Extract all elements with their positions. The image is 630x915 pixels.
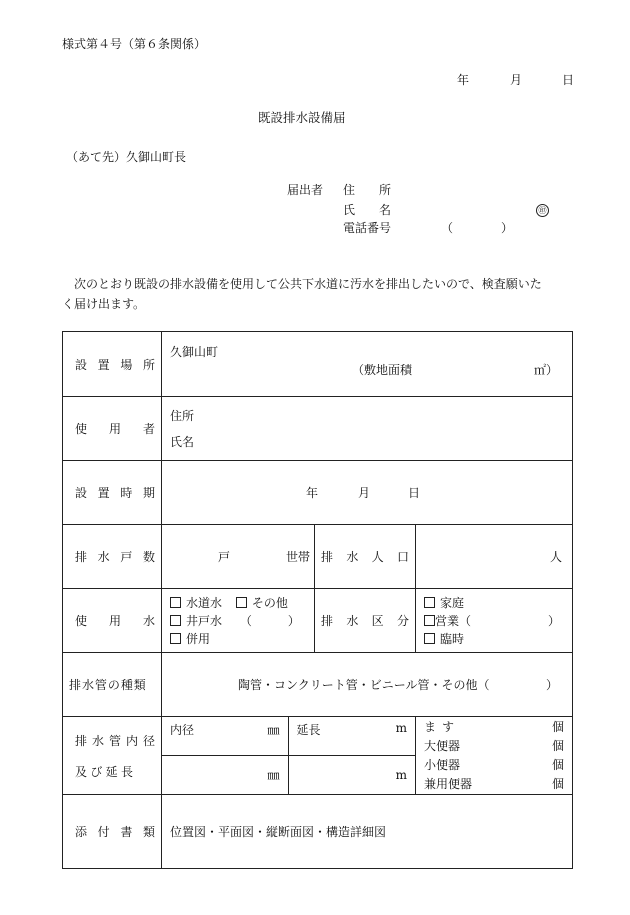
date-year: 年	[457, 73, 470, 87]
location-town: 久御山町	[170, 345, 219, 359]
form-number: 様式第４号（第６条関係）	[62, 37, 207, 51]
row-water	[63, 589, 573, 653]
period-value-cell[interactable]	[162, 461, 573, 525]
row-period	[63, 461, 573, 525]
pipe-dim-cell	[162, 717, 416, 795]
document-title: 既設排水設備届	[258, 110, 346, 125]
area-label: （敷地面積	[352, 363, 413, 377]
label-user: 使 用 者	[63, 397, 162, 461]
period-year: 年	[306, 485, 319, 500]
attachments-value: 位置図・平面図・縦断面図・構造詳細図	[170, 825, 387, 839]
row-attachments	[63, 795, 573, 869]
row-pipe-type	[63, 653, 573, 717]
checkbox-temporary[interactable]: 臨時	[424, 630, 572, 648]
label-pipe-dim: 排 水 管 内 径 及 び 延 長	[63, 717, 162, 795]
application-table	[62, 331, 573, 869]
applicant-label: 届出者	[287, 183, 324, 197]
diameter-cell[interactable]: 内径 ㎜	[162, 717, 288, 755]
phone-parentheses: （ ）	[441, 221, 514, 235]
population-unit: 人	[550, 550, 563, 564]
label-water: 使 用 水	[63, 589, 162, 653]
length-cell[interactable]: 延長 m	[288, 717, 415, 755]
households-unit: 戸	[218, 549, 231, 564]
pipe-type-cell[interactable]	[162, 653, 573, 717]
checkbox-wellwater[interactable]: 井戸水	[170, 614, 222, 628]
user-address-label: 住所	[170, 408, 195, 423]
addressee: （あて先）久御山町長	[66, 150, 187, 164]
pipe-type-close: ）	[546, 677, 559, 692]
user-name-label: 氏名	[170, 434, 195, 449]
families-unit: 世帯	[286, 549, 311, 564]
name-label: 氏 名	[343, 203, 392, 217]
checkbox-tapwater[interactable]: 水道水	[170, 596, 222, 610]
period-month: 月	[358, 485, 371, 500]
body-text-line2: く届け出ます。	[62, 297, 146, 311]
checkbox-combined[interactable]: 併用	[170, 632, 210, 646]
row-households	[63, 525, 573, 589]
date-month: 月	[510, 73, 523, 87]
length-cell-2[interactable]: m	[395, 767, 407, 782]
label-drain-class: 排 水 区 分	[315, 589, 416, 653]
checkbox-other[interactable]: その他	[236, 596, 288, 610]
households-value-cell[interactable]	[162, 525, 315, 589]
label-pipe-type: 排水管の種類	[63, 653, 162, 717]
label-attachments: 添 付 書 類	[63, 795, 162, 869]
fixtures-cell[interactable]: ます 個 大便器 個 小便器 個 兼用便器 個	[416, 717, 573, 795]
row-pipe-dim	[63, 717, 573, 795]
row-user	[63, 397, 573, 461]
checkbox-household[interactable]: 家庭	[424, 594, 572, 612]
water-options-cell	[162, 589, 315, 653]
pipe-type-options: 陶管・コンクリート管・ビニール管・その他（	[238, 677, 490, 692]
row-location	[63, 332, 573, 397]
drain-class-cell	[416, 589, 573, 653]
period-day: 日	[408, 485, 421, 500]
user-value-cell[interactable]	[162, 397, 573, 461]
wellwater-paren: （ ）	[239, 613, 300, 628]
seal-mark: ㊞	[536, 204, 549, 217]
diameter-cell-2[interactable]: ㎜	[162, 755, 288, 794]
area-unit: ㎡）	[534, 363, 559, 377]
phone-label: 電話番号	[343, 221, 392, 235]
label-households: 排 水 戸 数	[63, 525, 162, 589]
label-population: 排 水 人 口	[315, 525, 416, 589]
label-location: 設 置 場 所	[63, 332, 162, 397]
population-value-cell[interactable]	[416, 525, 573, 589]
attachments-cell[interactable]	[162, 795, 573, 869]
body-text-line1: 次のとおり既設の排水設備を使用して公共下水道に汚水を排出したいので、検査願いた	[74, 277, 542, 291]
location-value-cell[interactable]	[162, 332, 573, 397]
checkbox-business[interactable]: 営業（ ）	[424, 612, 572, 630]
date-day: 日	[562, 73, 575, 87]
label-period: 設 置 時 期	[63, 461, 162, 525]
address-label: 住 所	[343, 183, 392, 197]
